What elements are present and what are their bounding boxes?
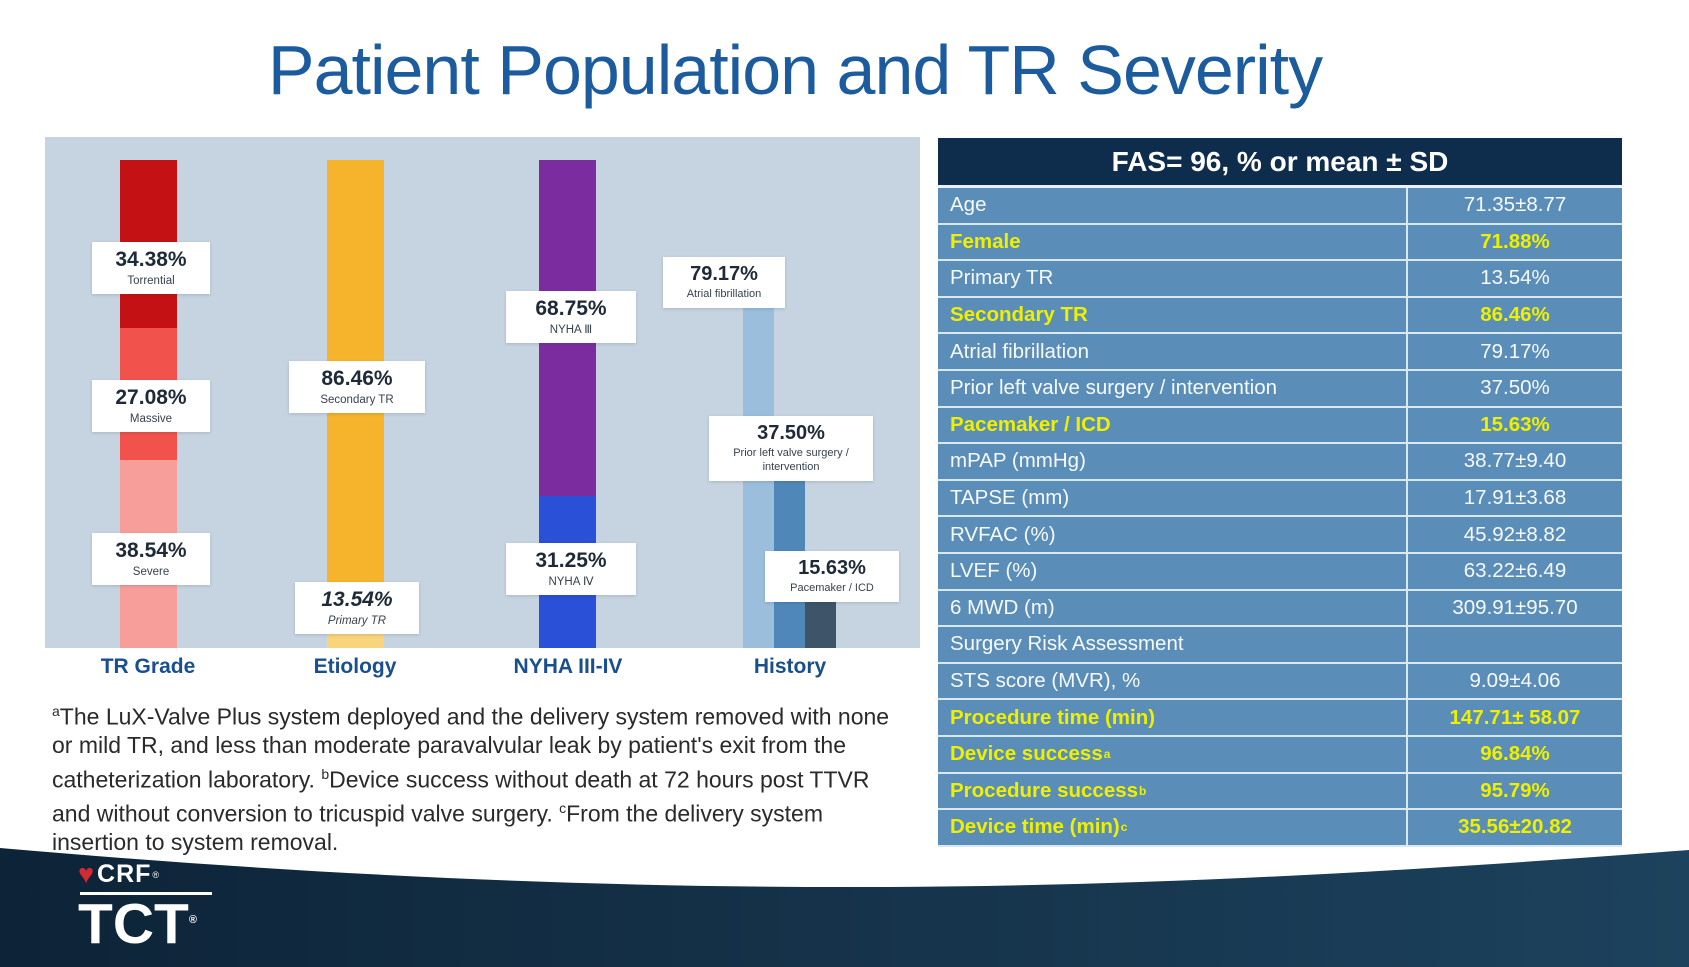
data-label-percent: 27.08%: [115, 386, 187, 409]
data-label-nyha: [506, 543, 636, 595]
crf-registered-mark: ®: [152, 869, 160, 880]
table-row-device-success: [938, 737, 1622, 774]
data-label-prior-left-valve-surgery-intervention: [709, 416, 873, 481]
tct-logo: [78, 892, 212, 956]
table-row-tapse-mm: [938, 481, 1622, 518]
table-row-surgery-risk-assessment: [938, 627, 1622, 664]
table-row-lvef: [938, 554, 1622, 591]
row-value: 309.91±95.70: [1406, 591, 1622, 626]
chart-panel: [45, 137, 920, 648]
data-label-pacemaker-icd: [765, 551, 899, 602]
data-label-name: NYHA Ⅳ: [548, 576, 594, 589]
data-label-nyha: [506, 291, 636, 343]
row-value: 63.22±6.49: [1406, 554, 1622, 589]
row-value: 96.84%: [1406, 737, 1622, 772]
row-label: Procedure success b: [950, 778, 1147, 802]
row-value: 17.91±3.68: [1406, 481, 1622, 516]
data-label-percent: 15.63%: [798, 557, 866, 579]
data-label-percent: 38.54%: [115, 539, 187, 562]
data-label-name: Pacemaker / ICD: [790, 582, 874, 594]
row-label: STS score (MVR), %: [950, 669, 1141, 693]
row-label: LVEF (%): [950, 559, 1038, 583]
footnote-segment: The LuX-Valve Plus system deployed and the delivery system removed with none or mild TR, and less than moderate paravalvular leak by patient's exit from the catheterization laboratory.: [52, 703, 890, 793]
data-label-percent: 37.50%: [757, 422, 825, 444]
tct-label: TCT: [78, 892, 189, 956]
data-label-name: Prior left valve surgery / intervention: [733, 447, 849, 473]
data-label-percent: 34.38%: [115, 248, 187, 271]
table-row-atrial-fibrillation: [938, 334, 1622, 371]
table-row-sts-score-mvr: [938, 664, 1622, 701]
data-label-severe: [92, 533, 210, 585]
row-label: RVFAC (%): [950, 522, 1056, 546]
table-row-prior-left-valve-surgery-intervention: [938, 371, 1622, 408]
row-label: Pacemaker / ICD: [950, 412, 1111, 436]
row-value: 37.50%: [1406, 371, 1622, 406]
row-label: Primary TR: [950, 266, 1054, 290]
data-label-primary-tr: [295, 582, 419, 634]
heart-icon: ♥: [78, 859, 95, 889]
data-label-secondary-tr: [289, 361, 425, 413]
row-value: 79.17%: [1406, 334, 1622, 369]
data-label-name: Primary TR: [327, 615, 387, 628]
table-row-procedure-time-min: [938, 700, 1622, 737]
row-value: 86.46%: [1406, 298, 1622, 333]
row-label: Surgery Risk Assessment: [950, 632, 1184, 656]
row-value: 15.63%: [1406, 408, 1622, 443]
row-value: 9.09±4.06: [1406, 664, 1622, 699]
data-label-percent: 86.46%: [321, 367, 393, 390]
data-label-name: Severe: [132, 566, 170, 579]
row-label: Prior left valve surgery / intervention: [950, 376, 1277, 400]
data-label-name: Massive: [129, 413, 173, 426]
row-label: Device success a: [950, 742, 1111, 766]
table-row-primary-tr: [938, 261, 1622, 298]
row-label: TAPSE (mm): [950, 486, 1070, 510]
category-label-nyha: NYHA III-IV: [513, 655, 623, 678]
data-label-percent: 79.17%: [690, 263, 758, 285]
row-value: 38.77±9.40: [1406, 444, 1622, 479]
row-label: Secondary TR: [950, 303, 1088, 327]
table-row-female: [938, 225, 1622, 262]
category-label-history: History: [753, 655, 827, 678]
table-row-mpap-mmhg: [938, 444, 1622, 481]
patient-characteristics-table: [938, 138, 1622, 847]
footnote-text: [52, 697, 897, 856]
table-row-secondary-tr: [938, 298, 1622, 335]
data-label-massive: [92, 380, 210, 432]
data-label-percent: 13.54%: [321, 588, 393, 611]
category-label-tr-grade: TR Grade: [100, 655, 196, 678]
data-label-name: Atrial fibrillation: [686, 288, 762, 300]
row-label: Atrial fibrillation: [950, 339, 1089, 363]
row-label: Age: [950, 193, 987, 217]
footnote-segment: From the delivery system insertion to system removal.: [52, 800, 824, 855]
category-label-etiology: Etiology: [313, 655, 397, 678]
row-value: 71.35±8.77: [1406, 188, 1622, 223]
crf-logo: [78, 860, 212, 889]
table-body: [938, 188, 1622, 847]
row-label: Procedure time (min): [950, 705, 1156, 729]
data-label-name: Secondary TR: [320, 394, 394, 407]
data-label-name: Torrential: [127, 275, 175, 288]
row-value: 35.56±20.82: [1406, 810, 1622, 845]
data-label-torrential: [92, 242, 210, 294]
footnote-marker: b: [321, 765, 330, 782]
row-value: 147.71± 58.07: [1406, 700, 1622, 735]
table-row-6-mwd-m: [938, 591, 1622, 628]
data-label-atrial-fibrillation: [663, 257, 785, 308]
footnote-marker: c: [559, 799, 567, 816]
row-value: 95.79%: [1406, 774, 1622, 809]
footnote-marker: a: [52, 703, 60, 719]
row-label: Device time (min) c: [950, 815, 1128, 839]
row-label: 6 MWD (m): [950, 595, 1055, 619]
footer-logo: [50, 859, 212, 956]
table-row-procedure-success: [938, 774, 1622, 811]
data-label-percent: 31.25%: [535, 549, 607, 572]
page-title: Patient Population and TR Severity: [267, 31, 1323, 109]
row-value: [1406, 627, 1622, 662]
row-value: 71.88%: [1406, 225, 1622, 260]
data-label-name: NYHA Ⅲ: [549, 324, 593, 337]
row-value: 45.92±8.82: [1406, 517, 1622, 552]
table-row-rvfac: [938, 517, 1622, 554]
tct-registered-mark: ®: [188, 914, 197, 926]
data-label-percent: 68.75%: [535, 297, 607, 320]
row-label: mPAP (mmHg): [950, 449, 1086, 473]
crf-label: CRF: [97, 860, 152, 888]
table-row-age: [938, 188, 1622, 225]
row-label: Female: [950, 229, 1021, 253]
table-row-pacemaker-icd: [938, 408, 1622, 445]
footnote-segment: Device success without death at 72 hours post TTVR and without conversion to tricuspid valve surgery.: [52, 766, 870, 827]
row-value: 13.54%: [1406, 261, 1622, 296]
table-header: FAS= 96, % or mean ± SD: [938, 138, 1622, 188]
footer-wave: [0, 840, 1689, 967]
